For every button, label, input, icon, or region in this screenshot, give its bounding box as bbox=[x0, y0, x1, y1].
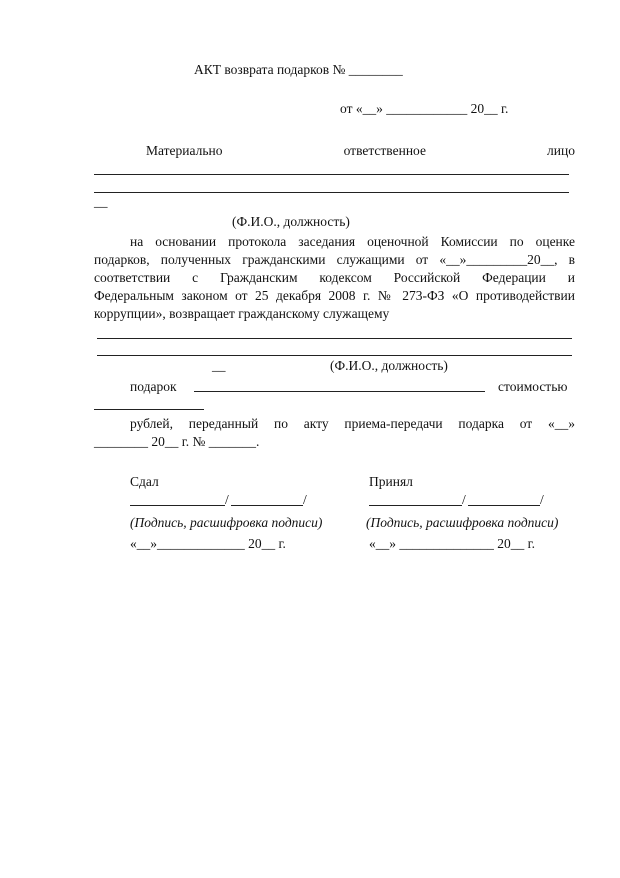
document-title: АКТ возврата подарков № ________ bbox=[194, 62, 403, 77]
received-name-line bbox=[468, 505, 540, 506]
received-caption: (Подпись, расшифровка подписи) bbox=[366, 515, 559, 530]
received-date: «__» ______________ 20__ г. bbox=[369, 536, 536, 551]
body-line-4: Федеральным законом от 25 декабря 2008 г. № 273-ФЗ «О противодействии bbox=[94, 288, 575, 303]
handed-signature-line bbox=[130, 505, 225, 506]
handed-name-line bbox=[231, 505, 303, 506]
received-signature-line bbox=[369, 505, 462, 506]
recipient-name-line-2 bbox=[97, 355, 572, 356]
gift-act-date: ________ 20__ г. № _______. bbox=[94, 434, 260, 449]
body-line-2: подарков, полученных гражданскими служащими от «__»_________20__, в bbox=[94, 252, 575, 267]
responsible-word-2: ответственное bbox=[343, 143, 426, 158]
recipient-name-line-1 bbox=[97, 338, 572, 339]
responsible-person-line bbox=[146, 142, 575, 160]
document-date: от «__» ____________ 20__ г. bbox=[340, 101, 509, 116]
handed-caption: (Подпись, расшифровка подписи) bbox=[130, 515, 323, 530]
handed-label: Сдал bbox=[130, 474, 159, 489]
gift-cost-line bbox=[94, 409, 204, 410]
body-line-5: коррупции», возвращает гражданскому служащему bbox=[94, 306, 390, 321]
responsible-word-3: лицо bbox=[547, 143, 575, 158]
handed-date: «__»_____________ 20__ г. bbox=[130, 536, 286, 551]
responsible-trailing-underscores: __ bbox=[94, 194, 108, 209]
gift-label: подарок bbox=[130, 379, 177, 394]
handed-slash-1: / bbox=[225, 492, 229, 507]
received-slash-2: / bbox=[540, 492, 544, 507]
responsible-name-line-1 bbox=[94, 174, 569, 175]
responsible-name-line-2 bbox=[94, 192, 569, 193]
received-label: Принял bbox=[369, 474, 413, 489]
responsible-word-1: Материально bbox=[146, 143, 223, 158]
recipient-short-underscores: __ bbox=[212, 358, 226, 373]
recipient-caption: (Ф.И.О., должность) bbox=[330, 358, 448, 373]
received-slash-1: / bbox=[462, 492, 466, 507]
gift-rubles-line: рублей, переданный по акту приема-передачи подарка от «__» bbox=[130, 416, 575, 431]
body-line-1: на основании протокола заседания оценочной Комиссии по оценке bbox=[130, 234, 575, 249]
responsible-caption: (Ф.И.О., должность) bbox=[232, 214, 350, 229]
body-line-3: соответствии с Гражданским кодексом Российской Федерации и bbox=[94, 270, 575, 285]
handed-slash-2: / bbox=[303, 492, 307, 507]
gift-cost-label: стоимостью bbox=[498, 379, 568, 394]
gift-description-line bbox=[194, 391, 485, 392]
